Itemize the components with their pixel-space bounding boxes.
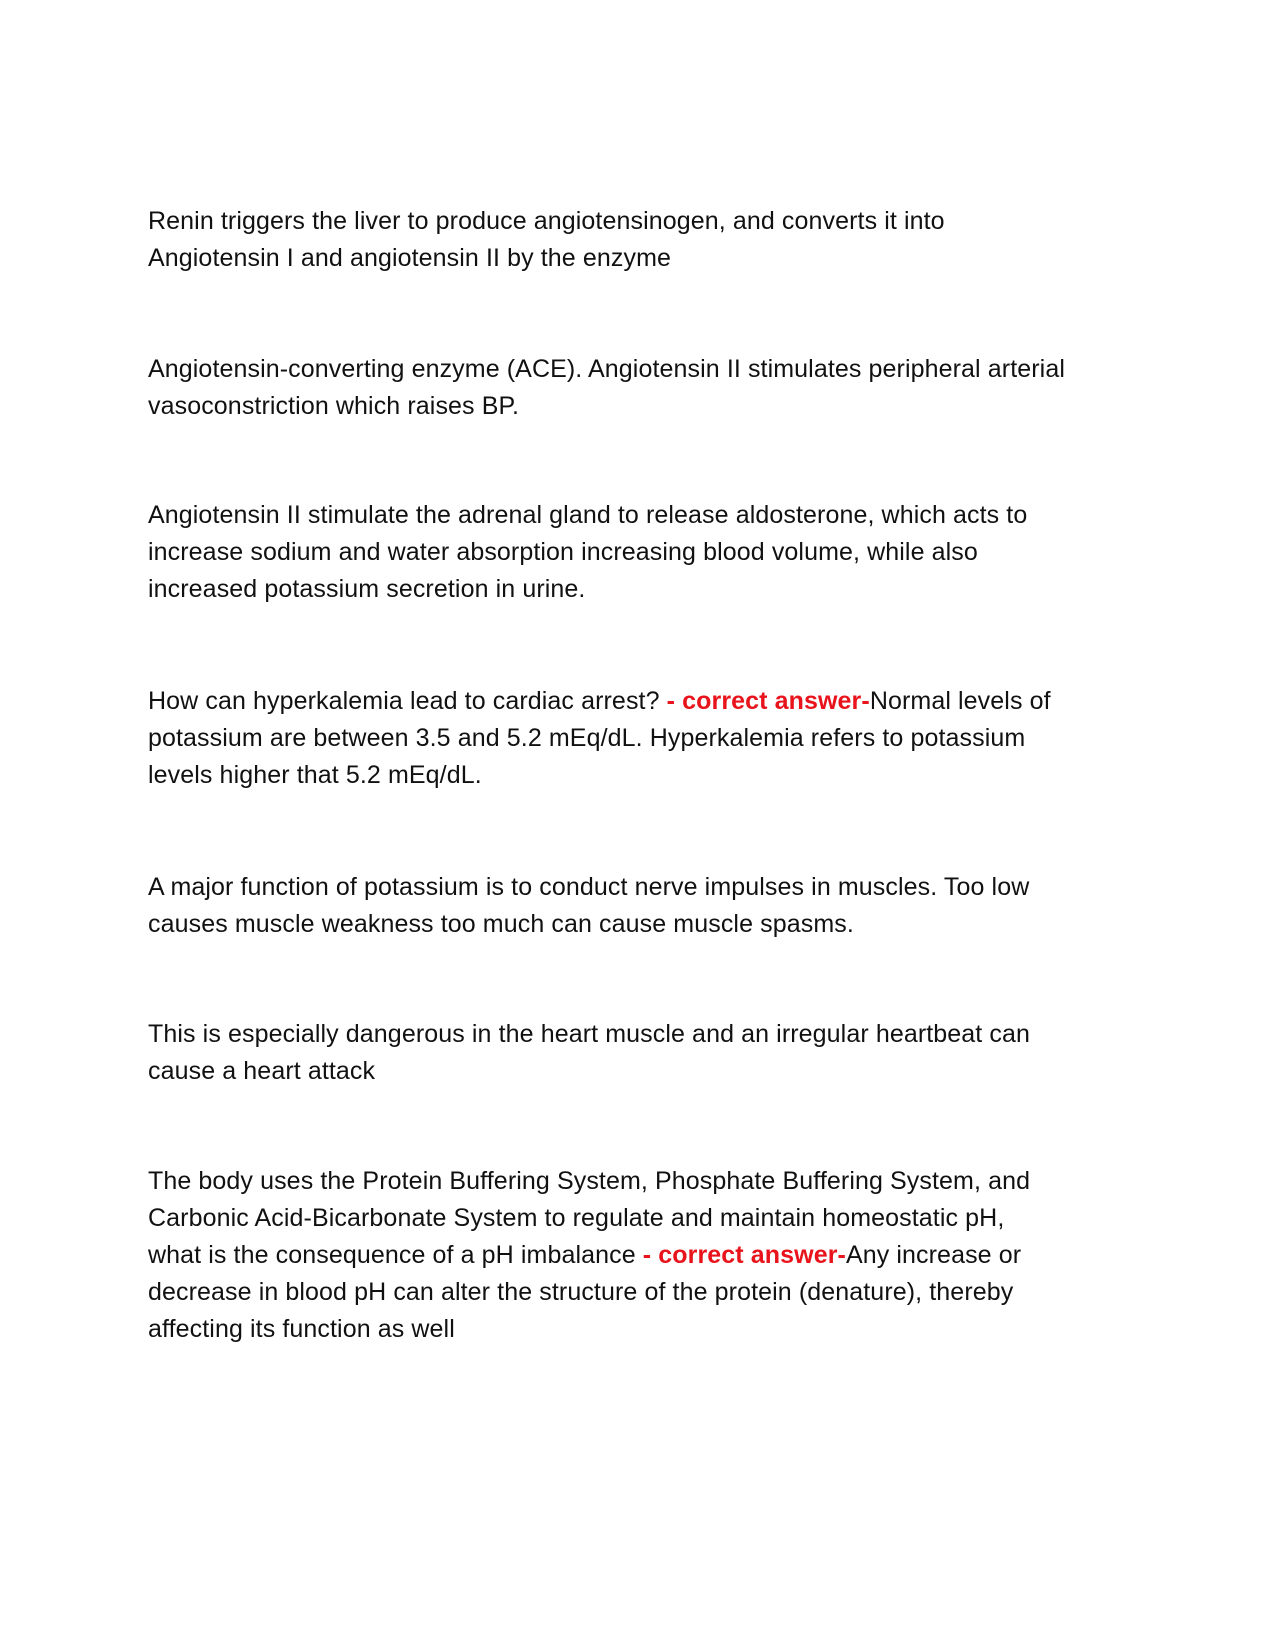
text-line: decrease in blood pH can alter the structure of the protein (denature), thereby xyxy=(148,1278,1014,1306)
text-line: increase sodium and water absorption increasing blood volume, while also xyxy=(148,538,978,566)
text-line: The body uses the Protein Buffering System, Phosphate Buffering System, and xyxy=(148,1167,1031,1195)
paragraph-heart-muscle xyxy=(148,1016,1138,1090)
question-text: what is the consequence of a pH imbalance xyxy=(148,1241,643,1269)
text-line: Renin triggers the liver to produce angiotensinogen, and converts it into xyxy=(148,207,945,235)
text-line: affecting its function as well xyxy=(148,1315,455,1343)
question-hyperkalemia xyxy=(148,683,1138,794)
paragraph-ace xyxy=(148,351,1138,425)
text-line: Carbonic Acid-Bicarbonate System to regulate and maintain homeostatic pH, xyxy=(148,1204,1005,1232)
paragraph-renin xyxy=(148,203,1138,277)
correct-answer-marker: - correct answer- xyxy=(642,1241,846,1269)
text-line: levels higher that 5.2 mEq/dL. xyxy=(148,761,482,789)
paragraph-potassium-function xyxy=(148,869,1138,943)
answer-text: Normal levels of xyxy=(869,687,1051,715)
text-line: causes muscle weakness too much can cause muscle spasms. xyxy=(148,910,854,938)
text-line: cause a heart attack xyxy=(148,1057,376,1085)
text-line: increased potassium secretion in urine. xyxy=(148,575,586,603)
text-line: Angiotensin-converting enzyme (ACE). Angiotensin II stimulates peripheral arterial xyxy=(148,355,1065,383)
text-line: Angiotensin II stimulate the adrenal gland to release aldosterone, which acts to xyxy=(148,501,1028,529)
question-line xyxy=(148,1237,1138,1274)
question-text: How can hyperkalemia lead to cardiac arrest? xyxy=(148,687,667,715)
correct-answer-marker: - correct answer- xyxy=(666,687,870,715)
text-line: potassium are between 3.5 and 5.2 mEq/dL. Hyperkalemia refers to potassium xyxy=(148,724,1026,752)
text-line: This is especially dangerous in the heart muscle and an irregular heartbeat can xyxy=(148,1020,1031,1048)
paragraph-aldosterone xyxy=(148,497,1138,608)
answer-text: Any increase or xyxy=(845,1241,1022,1269)
text-line: vasoconstriction which raises BP. xyxy=(148,392,520,420)
question-line xyxy=(148,683,1138,720)
question-ph-imbalance xyxy=(148,1163,1138,1348)
text-line: A major function of potassium is to conduct nerve impulses in muscles. Too low xyxy=(148,873,1030,901)
text-line: Angiotensin I and angiotensin II by the enzyme xyxy=(148,244,671,272)
